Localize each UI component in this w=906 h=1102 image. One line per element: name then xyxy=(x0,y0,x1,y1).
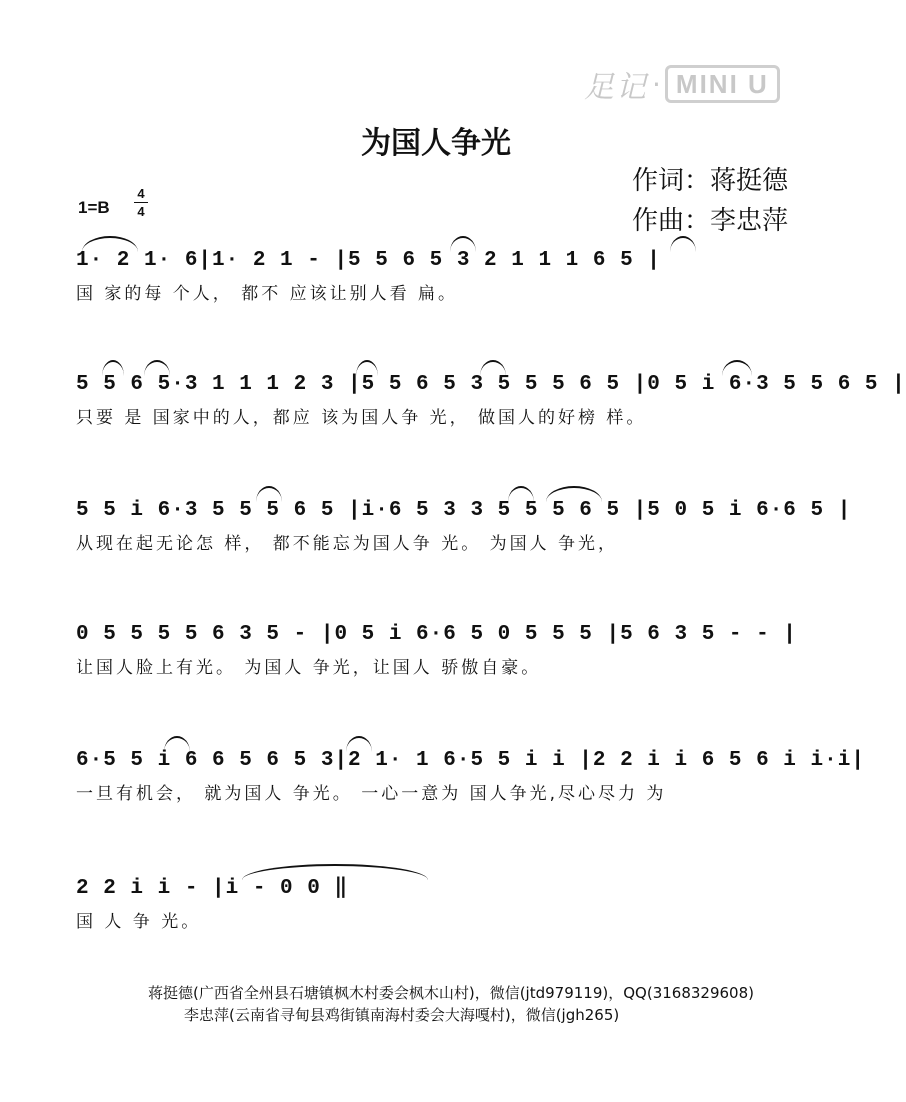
lyrics-line: 国 人 争 光。 xyxy=(76,912,202,932)
score-row-4 xyxy=(76,618,798,682)
song-title: 为国人争光 xyxy=(361,126,511,161)
score-row-1 xyxy=(76,244,798,308)
slur-mark xyxy=(722,360,752,376)
notation-line: 6·5 5 i 6 6 5 6 5 3|2 1· 1 6·5 5 i i |2 2 i i 6 5 6 i i·i| xyxy=(76,749,865,772)
notation-line: 5 5 i 6·3 5 5 5 6 5 |i·6 5 3 3 5 5 5 6 5 |5 0 5 i 6·6 5 | xyxy=(76,499,852,522)
slur-mark xyxy=(670,236,696,252)
score-row-5 xyxy=(76,744,865,808)
time-signature xyxy=(134,186,148,219)
meter-top: 4 xyxy=(137,186,145,201)
key-signature: 1=B xyxy=(78,198,110,217)
notation-line: 5 5 6 5·3 1 1 1 2 3 |5 5 6 5 3 5 5 5 6 5 |0 5 i 6·3 5 5 6 5 | xyxy=(76,373,906,396)
lyrics-line: 让国人脸上有光。 为国人 争光，让国人 骄傲自豪。 xyxy=(76,658,542,678)
slur-mark xyxy=(450,236,476,252)
meter-rule xyxy=(134,202,148,203)
slur-mark xyxy=(356,360,378,376)
slur-mark xyxy=(546,486,602,502)
slur-mark xyxy=(480,360,506,376)
watermark-dot: · xyxy=(652,67,661,101)
meter-bottom: 4 xyxy=(137,204,145,219)
slur-mark xyxy=(346,736,372,752)
score-row-2 xyxy=(76,368,906,432)
watermark xyxy=(584,64,780,104)
lyricist-credit: 作词：蒋挺德 xyxy=(632,166,789,196)
notation-line: 0 5 5 5 5 6 3 5 - |0 5 i 6·6 5 0 5 5 5 |5 6 3 5 - - | xyxy=(76,623,797,646)
notation-line: 1· 2 1· 6|1· 2 1 - |5 5 6 5 3 2 1 1 1 6 5 | xyxy=(76,249,661,272)
score-row-3 xyxy=(76,494,852,558)
lyrics-line: 只要 是 国家中的人，都应 该为国人争 光， 做国人的好榜 样。 xyxy=(76,408,647,428)
slur-mark xyxy=(164,736,190,752)
notation-line: 2 2 i i - |i - 0 0 ‖ xyxy=(76,877,349,900)
lyrics-line: 从现在起无论怎 样， 都不能忘为国人争 光。 为国人 争光， xyxy=(76,534,619,554)
footer-composer-contact: 李忠萍(云南省寻甸县鸡街镇南海村委会大海嘎村)，微信(jgh265) xyxy=(184,1006,620,1024)
score-row-6 xyxy=(76,872,798,936)
composer-credit: 作曲：李忠萍 xyxy=(632,206,789,236)
lyrics-line: 一旦有机会， 就为国人 争光。 一心一意为 国人争光,尽心尽力 为 xyxy=(76,784,667,804)
slur-mark xyxy=(256,486,282,502)
slur-mark xyxy=(242,864,428,880)
slur-mark xyxy=(144,360,170,376)
watermark-script: 足记 xyxy=(584,70,648,105)
lyrics-line: 国 家的每 个人， 都不 应该让别人看 扁。 xyxy=(76,284,459,304)
footer-lyricist-contact: 蒋挺德(广西省全州县石塘镇枫木村委会枫木山村)，微信(jtd979119)，QQ(3168329608) xyxy=(148,984,754,1002)
slur-mark xyxy=(102,360,124,376)
slur-mark xyxy=(82,236,138,252)
slur-mark xyxy=(508,486,534,502)
watermark-logo: MINI U xyxy=(665,65,780,103)
